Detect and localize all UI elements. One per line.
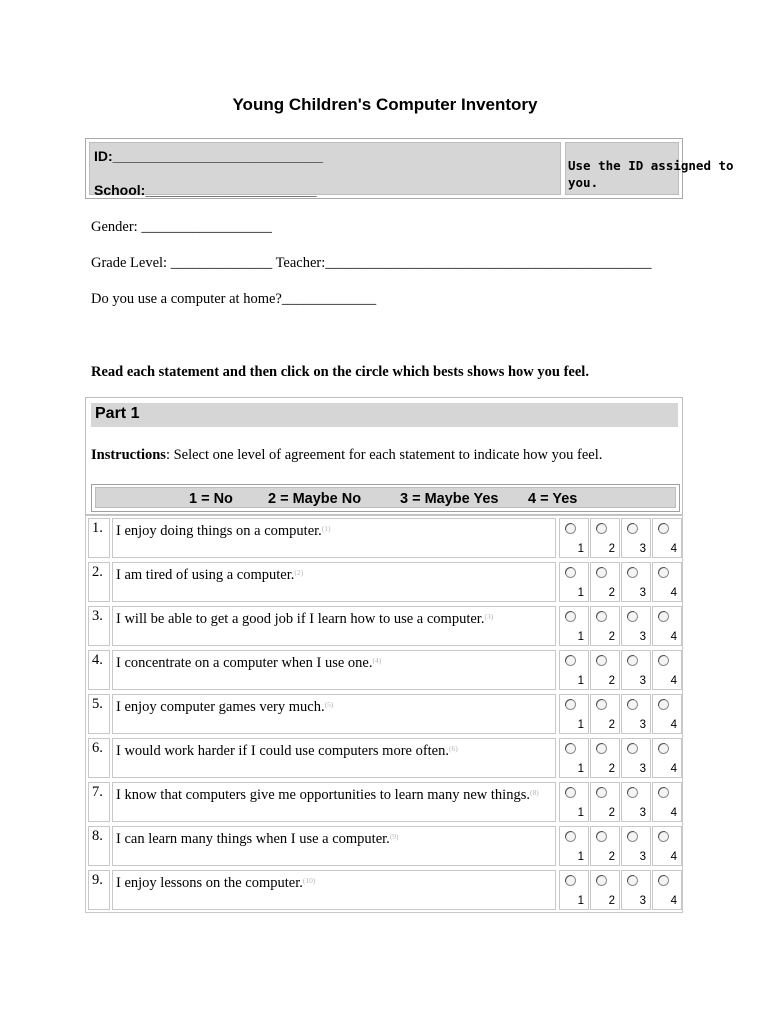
question-ref: (9) — [389, 832, 399, 841]
question-row — [86, 560, 682, 604]
radio-button-3[interactable] — [627, 567, 638, 578]
radio-button-4[interactable] — [658, 567, 669, 578]
option-cell — [559, 694, 589, 734]
radio-button-1[interactable] — [565, 567, 576, 578]
option-label: 2 — [608, 895, 615, 907]
gender-field[interactable]: Gender: __________________ — [91, 219, 272, 235]
radio-button-3[interactable] — [627, 787, 638, 798]
option-cell — [652, 606, 682, 646]
question-ref: (5) — [324, 700, 334, 709]
radio-button-1[interactable] — [565, 787, 576, 798]
instructions-label: Instructions — [91, 447, 166, 463]
question-text: I concentrate on a computer when I use one. — [116, 655, 373, 671]
question-ref: (10) — [302, 876, 316, 885]
instructions-text: : Select one level of agreement for each statement to indicate how you feel. — [165, 447, 603, 463]
option-label: 3 — [639, 675, 646, 687]
question-text: I enjoy lessons on the computer. — [116, 875, 303, 891]
option-label: 4 — [670, 675, 677, 687]
question-text: I would work harder if I could use computers more often. — [116, 743, 449, 759]
question-text: I will be able to get a good job if I learn how to use a computer. — [116, 611, 485, 627]
option-label: 4 — [670, 719, 677, 731]
question-ref: (3) — [484, 612, 494, 621]
radio-button-3[interactable] — [627, 743, 638, 754]
option-label: 4 — [670, 631, 677, 643]
option-label: 3 — [639, 851, 646, 863]
option-label: 1 — [577, 851, 584, 863]
option-cell — [652, 518, 682, 558]
option-cell — [559, 518, 589, 558]
school-field[interactable]: School:______________________ — [94, 182, 317, 198]
id-hint-panel — [565, 142, 734, 195]
option-cell — [621, 606, 651, 646]
option-label: 4 — [670, 587, 677, 599]
question-row — [86, 824, 682, 868]
option-label: 1 — [577, 807, 584, 819]
scale-label-1: 1 = No — [189, 491, 233, 507]
radio-button-1[interactable] — [565, 875, 576, 886]
radio-button-4[interactable] — [658, 523, 669, 534]
option-cell — [621, 562, 651, 602]
scale-label-4: 4 = Yes — [528, 491, 578, 507]
question-row — [86, 868, 682, 912]
question-text: I know that computers give me opportunities to learn many new things. — [116, 787, 530, 803]
option-label: 4 — [670, 763, 677, 775]
option-label: 2 — [608, 543, 615, 555]
option-label: 1 — [577, 675, 584, 687]
option-label: 1 — [577, 587, 584, 599]
radio-button-3[interactable] — [627, 875, 638, 886]
option-label: 4 — [670, 807, 677, 819]
option-cell — [652, 562, 682, 602]
question-text: I can learn many things when I use a computer. — [116, 831, 390, 847]
option-cell — [652, 650, 682, 690]
question-row — [86, 604, 682, 648]
option-label: 2 — [608, 675, 615, 687]
radio-button-3[interactable] — [627, 699, 638, 710]
option-cell — [590, 562, 620, 602]
option-label: 3 — [639, 763, 646, 775]
id-section — [85, 138, 734, 199]
option-cell — [590, 782, 620, 822]
option-cell — [621, 826, 651, 866]
part-section — [85, 397, 683, 515]
option-cell — [621, 870, 651, 910]
question-number: 3. — [92, 608, 103, 624]
question-row — [86, 692, 682, 736]
radio-button-2[interactable] — [596, 567, 607, 578]
option-label: 3 — [639, 587, 646, 599]
question-number: 9. — [92, 872, 103, 888]
option-cell — [559, 870, 589, 910]
option-cell — [590, 606, 620, 646]
radio-button-3[interactable] — [627, 831, 638, 842]
radio-button-2[interactable] — [596, 611, 607, 622]
radio-button-4[interactable] — [658, 699, 669, 710]
option-label: 4 — [670, 895, 677, 907]
question-row — [86, 736, 682, 780]
option-label: 1 — [577, 895, 584, 907]
radio-button-2[interactable] — [596, 831, 607, 842]
radio-button-4[interactable] — [658, 655, 669, 666]
option-label: 3 — [639, 807, 646, 819]
part-title: Part 1 — [95, 405, 140, 422]
option-cell — [559, 606, 589, 646]
radio-button-4[interactable] — [658, 743, 669, 754]
radio-button-2[interactable] — [596, 655, 607, 666]
scale-label-3: 3 = Maybe Yes — [400, 491, 499, 507]
id-input-panel — [89, 142, 561, 198]
option-label: 1 — [577, 763, 584, 775]
option-label: 2 — [608, 631, 615, 643]
question-number: 8. — [92, 828, 103, 844]
option-label: 2 — [608, 851, 615, 863]
radio-button-3[interactable] — [627, 523, 638, 534]
question-ref: (4) — [372, 656, 382, 665]
option-label: 2 — [608, 807, 615, 819]
id-field[interactable]: ID:___________________________ — [94, 148, 323, 164]
option-cell — [621, 518, 651, 558]
option-cell — [559, 826, 589, 866]
option-label: 3 — [639, 631, 646, 643]
grade-teacher-field[interactable]: Grade Level: ______________ Teacher:_____________________________________________ — [91, 255, 652, 271]
radio-button-2[interactable] — [596, 523, 607, 534]
radio-button-2[interactable] — [596, 743, 607, 754]
page-title: Young Children's Computer Inventory — [232, 95, 538, 114]
radio-button-4[interactable] — [658, 611, 669, 622]
radio-button-1[interactable] — [565, 655, 576, 666]
option-label: 4 — [670, 543, 677, 555]
read-instruction: Read each statement and then click on the circle which bests shows how you feel. — [91, 364, 589, 380]
option-cell — [590, 694, 620, 734]
option-cell — [559, 782, 589, 822]
question-text: I enjoy computer games very much. — [116, 699, 325, 715]
question-text: I am tired of using a computer. — [116, 567, 295, 583]
option-cell — [621, 738, 651, 778]
option-cell — [621, 694, 651, 734]
radio-button-1[interactable] — [565, 831, 576, 842]
option-label: 1 — [577, 631, 584, 643]
option-label: 2 — [608, 763, 615, 775]
option-cell — [590, 870, 620, 910]
radio-button-4[interactable] — [658, 875, 669, 886]
option-label: 4 — [670, 851, 677, 863]
radio-button-4[interactable] — [658, 831, 669, 842]
radio-button-3[interactable] — [627, 655, 638, 666]
option-cell — [652, 694, 682, 734]
option-label: 3 — [639, 543, 646, 555]
option-label: 1 — [577, 543, 584, 555]
part-header — [91, 403, 678, 427]
option-cell — [590, 650, 620, 690]
radio-button-2[interactable] — [596, 875, 607, 886]
option-cell — [652, 738, 682, 778]
instructions — [91, 447, 602, 464]
radio-button-1[interactable] — [565, 523, 576, 534]
home-computer-field[interactable]: Do you use a computer at home?_____________ — [91, 291, 377, 307]
question-row — [86, 780, 682, 824]
radio-button-3[interactable] — [627, 611, 638, 622]
option-cell — [590, 738, 620, 778]
option-cell — [621, 782, 651, 822]
option-cell — [652, 826, 682, 866]
option-cell — [590, 826, 620, 866]
scale-label-2: 2 = Maybe No — [268, 491, 362, 507]
question-number: 6. — [92, 740, 103, 756]
question-number: 4. — [92, 652, 103, 668]
option-cell — [652, 782, 682, 822]
question-ref: (2) — [294, 568, 304, 577]
radio-button-2[interactable] — [596, 787, 607, 798]
question-ref: (1) — [321, 524, 331, 533]
question-text: I enjoy doing things on a computer. — [116, 523, 322, 539]
option-cell — [652, 870, 682, 910]
question-ref: (6) — [449, 744, 458, 753]
question-number: 5. — [92, 696, 103, 712]
option-cell — [559, 738, 589, 778]
id-hint-text: Use the ID assigned to you. — [568, 158, 734, 190]
option-label: 2 — [608, 719, 615, 731]
option-label: 3 — [639, 895, 646, 907]
question-ref: (8) — [529, 788, 539, 797]
question-number: 1. — [92, 520, 103, 536]
option-cell — [559, 650, 589, 690]
option-label: 1 — [577, 719, 584, 731]
radio-button-1[interactable] — [565, 743, 576, 754]
option-cell — [559, 562, 589, 602]
question-number: 2. — [92, 564, 103, 580]
question-row — [86, 516, 682, 560]
option-cell — [590, 518, 620, 558]
option-label: 3 — [639, 719, 646, 731]
scale-legend — [91, 484, 680, 512]
radio-button-1[interactable] — [565, 611, 576, 622]
radio-button-2[interactable] — [596, 699, 607, 710]
questions-table — [85, 515, 683, 913]
radio-button-1[interactable] — [565, 699, 576, 710]
question-row — [86, 648, 682, 692]
question-number: 7. — [92, 784, 103, 800]
radio-button-4[interactable] — [658, 787, 669, 798]
option-label: 2 — [608, 587, 615, 599]
option-cell — [621, 650, 651, 690]
